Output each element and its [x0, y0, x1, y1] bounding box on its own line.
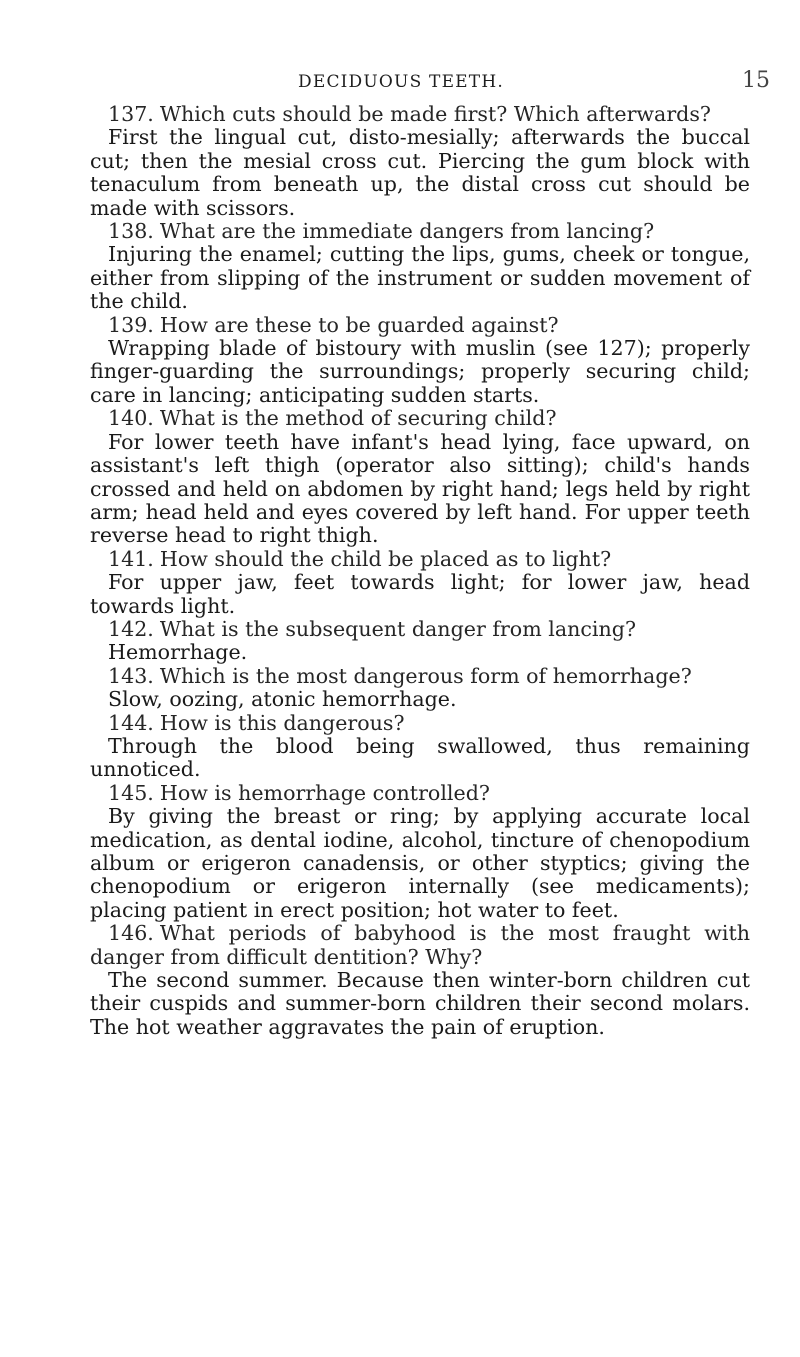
answer: Through the blood being swallowed, thus remaining unnoticed. [90, 733, 750, 782]
question [90, 922, 750, 969]
question-text: How should the child be placed as to light? [159, 546, 612, 571]
question-text: Which is the most dangerous form of hemorrhage? [159, 663, 692, 688]
question-number: 143. [108, 663, 154, 688]
question-text: What periods of babyhood is the most fraught with danger from difficult dentition? Why? [90, 921, 750, 969]
question-number: 139. [108, 312, 154, 337]
qa-entry-143 [90, 665, 750, 712]
qa-entry-142 [90, 618, 750, 665]
question-text: Which cuts should be made first? Which afterwards? [159, 102, 711, 126]
question-number: 140. [108, 406, 154, 431]
qa-entry-145 [90, 782, 750, 922]
question [90, 548, 750, 571]
question-number: 138. [108, 219, 154, 244]
question [90, 712, 750, 735]
answer: For upper jaw, feet towards light; for lower jaw, head towards light. [90, 570, 750, 618]
question [90, 782, 750, 805]
question-text: What are the immediate dangers from lancing? [159, 219, 655, 244]
question [90, 665, 750, 688]
running-head: DECIDUOUS TEETH. [298, 72, 504, 92]
question [90, 407, 750, 430]
question-number: 146. [108, 921, 154, 946]
question-text: What is the subsequent danger from lancing? [159, 616, 637, 641]
question-number: 145. [108, 780, 154, 805]
question [90, 220, 750, 243]
answer: Slow, oozing, atonic hemorrhage. [108, 687, 457, 712]
answer: Injuring the enamel; cutting the lips, gums, cheek or tongue, either from slipping of the instrument or sudden movement of the child. [90, 242, 750, 314]
answer: Wrapping blade of bistoury with muslin (see 127); properly finger-guarding the surroundings; properly securing child; care in lancing; anticipating sudden starts. [90, 336, 750, 407]
question-number: 141. [108, 546, 154, 571]
qa-entry-141 [90, 548, 750, 618]
qa-entry-144 [90, 712, 750, 782]
question-text: How is this dangerous? [159, 710, 405, 735]
qa-entry-140 [90, 407, 750, 547]
question-text: What is the method of securing child? [159, 406, 557, 431]
question [90, 103, 750, 126]
answer: Hemorrhage. [108, 640, 248, 665]
question [90, 314, 750, 337]
question-number: 142. [108, 616, 154, 641]
qa-entry-139 [90, 314, 750, 408]
question-text: How are these to be guarded against? [159, 312, 559, 337]
answer: The second summer. Because then winter-born children cut their cuspids and summer-born children their second molars. The hot weather aggravates the pain of eruption. [90, 968, 750, 1039]
page-header [0, 68, 800, 98]
qa-entry-137 [90, 103, 750, 220]
answer: For lower teeth have infant's head lying, face upward, on assistant's left thigh (operator also sitting); child's hands crossed and held on abdomen by right hand; legs held by right arm; head held and eyes covered by left hand. For upper teeth reverse head to right thigh. [90, 429, 750, 548]
question-text: How is hemorrhage controlled? [159, 780, 490, 805]
question-number: 144. [108, 710, 154, 735]
question-number: 137. [108, 102, 154, 126]
body-text [90, 103, 750, 1039]
qa-entry-138 [90, 220, 750, 314]
answer: First the lingual cut, disto-mesially; afterwards the buccal cut; then the mesial cross cut. Piercing the gum block with tenaculum from beneath up, the distal cross cut should be made with scissors. [90, 125, 750, 220]
page-number: 15 [742, 68, 770, 93]
question [90, 618, 750, 641]
qa-entry-146 [90, 922, 750, 1039]
answer: By giving the breast or ring; by applying accurate local medication, as dental iodine, alcohol, tincture of chenopodium album or erigeron canadensis, or other styptics; giving the chenopodium or erigeron internally (see medicaments); placing patient in erect position; hot water to feet. [90, 804, 750, 922]
